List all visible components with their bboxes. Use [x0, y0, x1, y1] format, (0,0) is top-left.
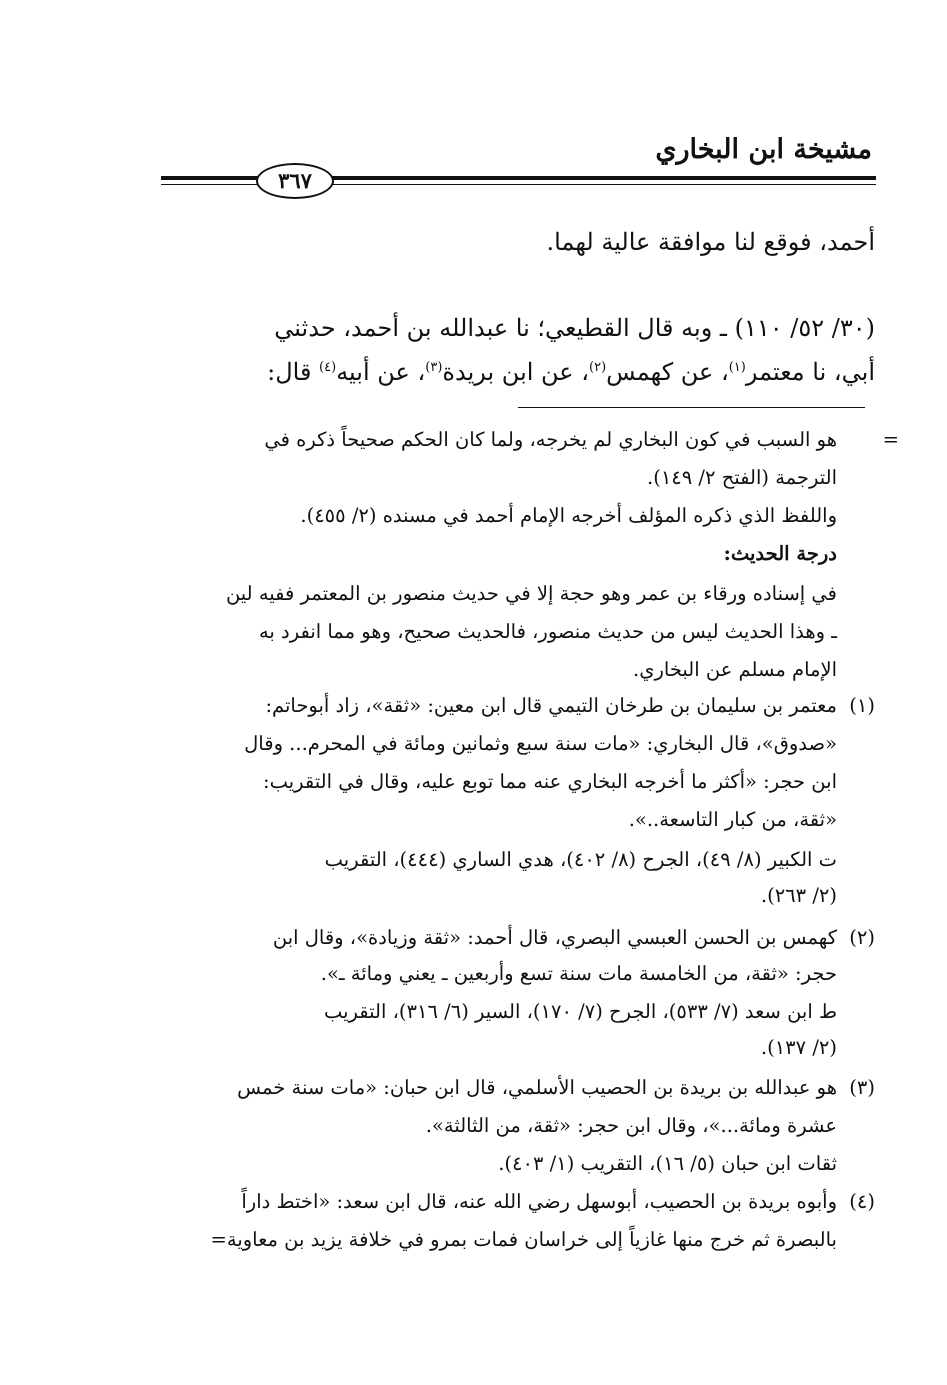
- footnote-line: هو عبدالله بن بريدة بن الحصيب الأسلمي، قال ابن حبان: «مات سنة خمس: [237, 1076, 837, 1099]
- footnote-line: ـ وهذا الحديث ليس من حديث منصور، فالحديث صحيح، وهو مما انفرد به: [258, 620, 837, 643]
- continuation-marker: =: [882, 428, 899, 451]
- footnote-separator: [518, 407, 865, 408]
- footnote-line: الإمام مسلم عن البخاري.: [633, 658, 837, 681]
- footnote-line: الترجمة (الفتح ٢/ ١٤٩).: [647, 466, 837, 489]
- footnote-line: في إسناده ورقاء بن عمر وهو حجة إلا في حديث منصور بن المعتمر ففيه لين: [225, 582, 837, 605]
- main-text-line: (٣٠/ ٥٢/ ١١٠) ـ وبه قال القطيعي؛ نا عبدالله بن أحمد، حدثني: [274, 314, 875, 342]
- footnote-number: (٢): [849, 926, 875, 949]
- footnote-number: (٣): [849, 1076, 875, 1099]
- page-number-badge: ٣٦٧: [256, 163, 334, 199]
- footnote-number: (٤): [849, 1190, 875, 1213]
- main-text-line: أحمد، فوقع لنا موافقة عالية لهما.: [546, 228, 875, 256]
- footnote-line: هو السبب في كون البخاري لم يخرجه، ولما كان الحكم صحيحاً ذكره في: [264, 428, 837, 451]
- running-header-title: مشيخة ابن البخاري: [655, 134, 872, 165]
- footnote-line: (٢/ ١٣٧).: [760, 1036, 837, 1059]
- footnote-number: (١): [849, 694, 875, 717]
- main-text-segment: أبي، نا معتمر$^{(١)}$، عن كهمس$^{(٢)}$، عن ابن بريدة$^{(٣)}$، عن أبيه$^{(٤)}$ قال:: [267, 358, 875, 386]
- footnote-line: ت الكبير (٨/ ٤٩)، الجرح (٨/ ٤٠٢)، هدي الساري (٤٤٤)، التقريب: [324, 848, 837, 871]
- footnote-line: (٢/ ٢٦٣).: [760, 884, 837, 907]
- footnote-line: بالبصرة ثم خرج منها غازياً إلى خراسان فمات بمرو في خلافة يزيد بن معاوية=: [210, 1228, 837, 1251]
- main-text-line: [267, 358, 875, 386]
- footnote-line: ابن حجر: «أكثر ما أخرجه البخاري عنه مما توبع عليه، وقال في التقريب:: [263, 770, 837, 793]
- footnote-line: وأبوه بريدة بن الحصيب، أبوسهل رضي الله عنه، قال ابن سعد: «اختط داراً: [241, 1190, 837, 1213]
- section-heading: درجة الحديث:: [723, 542, 837, 565]
- footnote-line: عشرة ومائة...»، وقال ابن حجر: «ثقة، من الثالثة».: [425, 1114, 837, 1137]
- footnote-line: «صدوق»، قال البخاري: «مات سنة سبع وثمانين ومائة في المحرم... وقال: [244, 732, 837, 755]
- footnote-line: كهمس بن الحسن العبسي البصري، قال أحمد: «ثقة وزيادة»، وقال ابن: [272, 926, 837, 949]
- footnote-line: حجر: «ثقة، من الخامسة مات سنة تسع وأربعين ـ يعني ومائة ـ».: [320, 962, 837, 985]
- footnote-line: معتمر بن سليمان بن طرخان التيمي قال ابن معين: «ثقة»، زاد أبوحاتم:: [265, 694, 837, 717]
- footnote-line: ط ابن سعد (٧/ ٥٣٣)، الجرح (٧/ ١٧٠)، السير (٦/ ٣١٦)، التقريب: [323, 1000, 837, 1023]
- footnote-line: «ثقة، من كبار التاسعة..».: [628, 808, 837, 831]
- footnote-line: واللفظ الذي ذكره المؤلف أخرجه الإمام أحمد في مسنده (٢/ ٤٥٥).: [300, 504, 837, 527]
- footnote-line: ثقات ابن حبان (٥/ ١٦)، التقريب (١/ ٤٠٣).: [498, 1152, 837, 1175]
